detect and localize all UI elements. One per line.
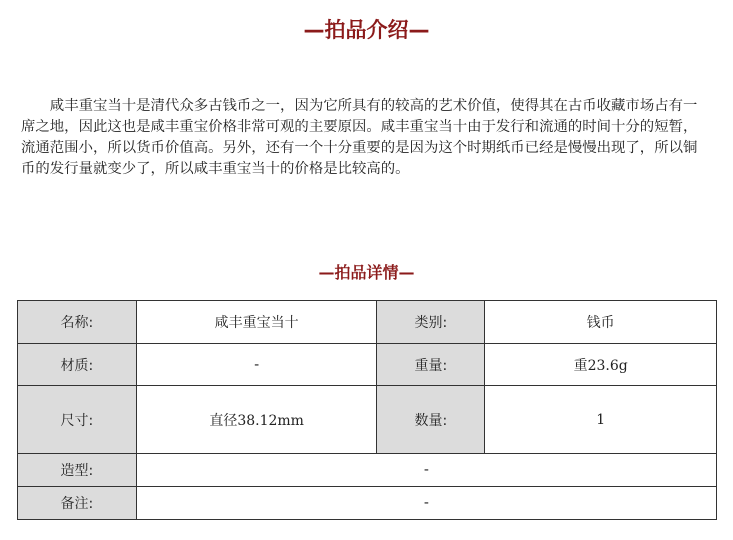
quantity-value: 1 (485, 386, 717, 454)
name-label: 名称: (18, 301, 137, 344)
table-row (18, 487, 717, 520)
remark-value: - (136, 487, 716, 520)
size-value: 直径38.12mm (136, 386, 377, 454)
table-row (18, 454, 717, 487)
material-label: 材质: (18, 344, 137, 386)
weight-label: 重量: (377, 344, 485, 386)
material-value: - (136, 344, 377, 386)
size-label: 尺寸: (18, 386, 137, 454)
name-value: 咸丰重宝当十 (136, 301, 377, 344)
table-row (18, 344, 717, 386)
weight-value: 重23.6g (485, 344, 717, 386)
details-table (17, 300, 717, 520)
shape-label: 造型: (18, 454, 137, 487)
quantity-label: 数量: (377, 386, 485, 454)
detail-section-title: —拍品详情— (318, 263, 415, 282)
intro-section-title: —拍品介绍— (303, 18, 430, 42)
table-row (18, 386, 717, 454)
table-row (18, 301, 717, 344)
remark-label: 备注: (18, 487, 137, 520)
category-value: 钱币 (485, 301, 717, 344)
category-label: 类别: (377, 301, 485, 344)
shape-value: - (136, 454, 716, 487)
intro-paragraph: 咸丰重宝当十是清代众多古钱币之一，因为它所具有的较高的艺术价值，使得其在古币收藏市场占有一席之地，因此这也是咸丰重宝价格非常可观的主要原因。咸丰重宝当十由于发行和流通的时间十分的短暂，流通范围小，所以货币价值高。另外，还有一个十分重要的是因为这个时期纸币已经是慢慢出现了，所以铜币的发行量就变少了，所以咸丰重宝当十的价格是比较高的。 (21, 98, 698, 177)
